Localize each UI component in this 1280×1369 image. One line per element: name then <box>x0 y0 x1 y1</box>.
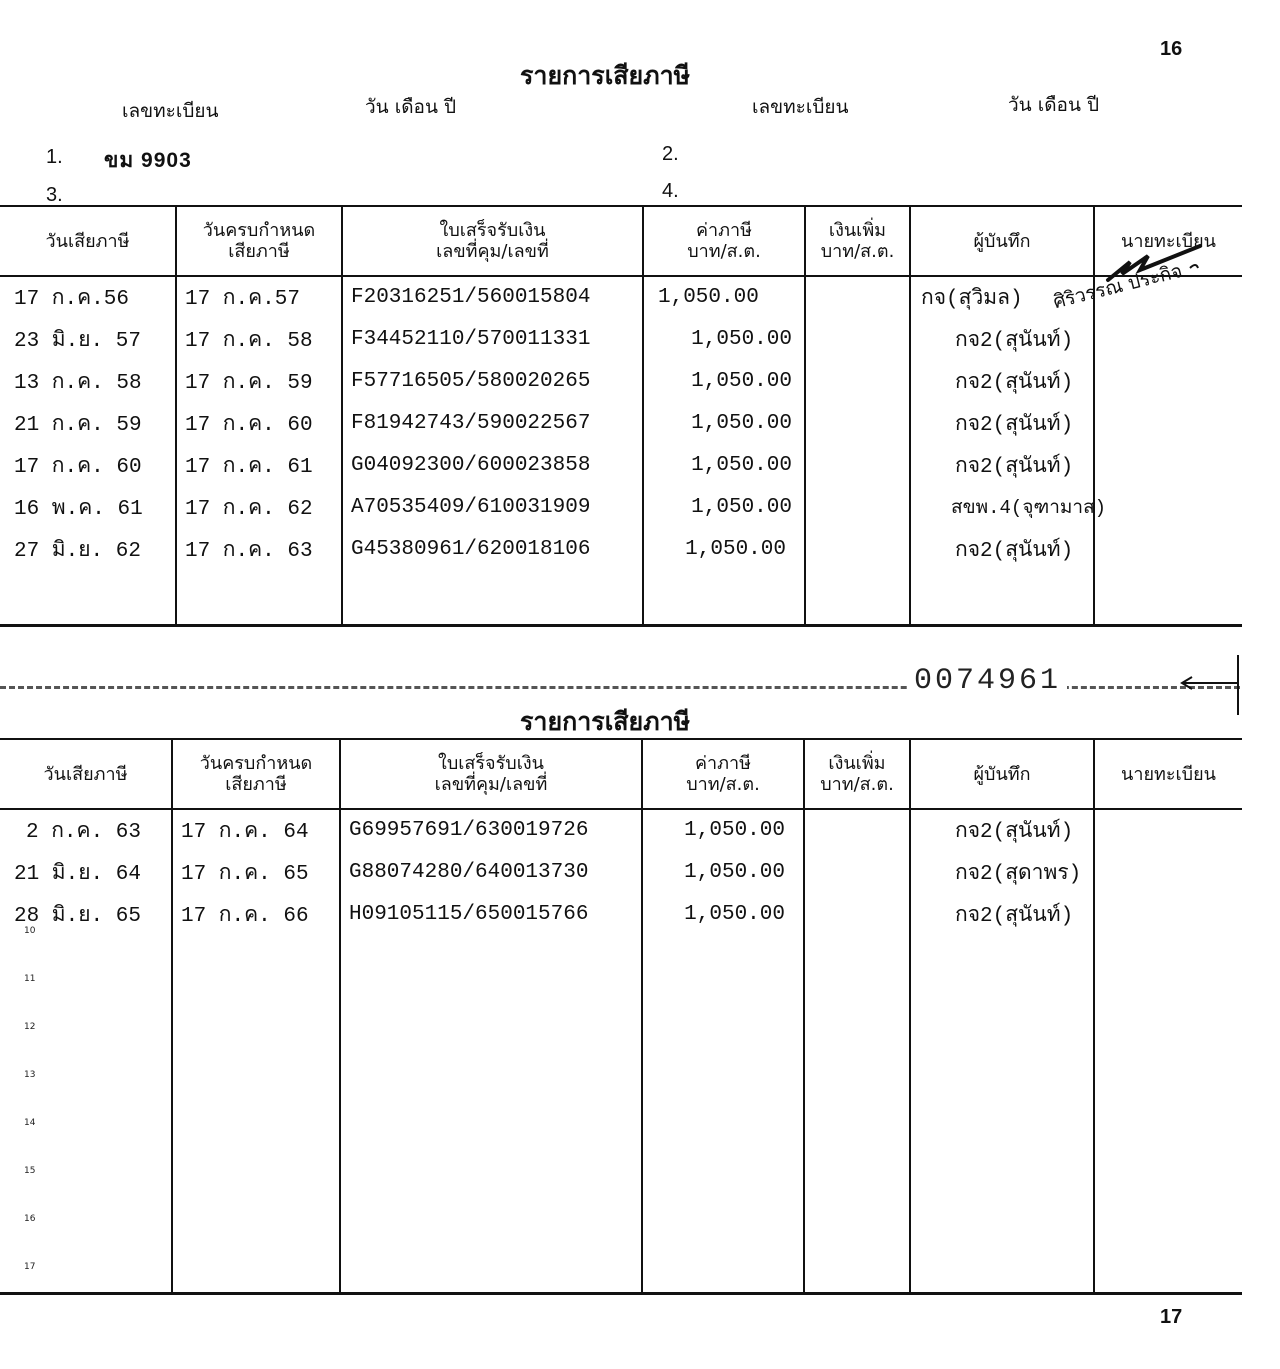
cell-empty <box>910 935 1094 1293</box>
cell-pay-date: 28 มิ.ย. 65 <box>14 904 141 928</box>
reg-entry-1-plate: ขม 9903 <box>104 149 192 172</box>
cell-due-date: 17 ก.ค. 62 <box>176 486 342 528</box>
cell-due-date: 17 ก.ค. 61 <box>176 444 342 486</box>
page-number-bottom: 17 <box>1160 1306 1183 1328</box>
cell-recorder: กจ2(สุดาพร) <box>910 851 1094 893</box>
cell-due-date: 17 ก.ค. 63 <box>176 528 342 570</box>
cell-surcharge <box>805 318 910 360</box>
cell-recorder: กจ2(สุนันท์) <box>910 528 1094 570</box>
header-receipt: ใบเสร็จรับเงิน เลขที่คุม/เลขที่ <box>340 739 642 809</box>
cell-registrar <box>1094 809 1242 851</box>
tax-table-1 <box>0 205 1242 627</box>
cell-receipt: G69957691/630019726 <box>340 809 642 851</box>
table-row <box>0 360 1242 402</box>
reg-entry-3-num: 3. <box>46 184 63 206</box>
cell-recorder: สขพ.4(จุฑามาส) <box>910 486 1094 528</box>
cell-tax: 1,050.00 <box>643 276 805 318</box>
row-marker: 17 <box>24 1262 36 1272</box>
cell-due-date: 17 ก.ค. 60 <box>176 402 342 444</box>
header-receipt: ใบเสร็จรับเงิน เลขที่คุม/เลขที่ <box>342 206 643 276</box>
reg-entry-4-num: 4. <box>662 180 679 202</box>
table-row <box>0 809 1242 851</box>
cell-surcharge <box>805 402 910 444</box>
cell-recorder: กจ2(สุนันท์) <box>910 318 1094 360</box>
cell-due-date: 17 ก.ค. 65 <box>172 851 340 893</box>
cell-receipt: H09105115/650015766 <box>340 893 642 935</box>
cell-receipt: G04092300/600023858 <box>342 444 643 486</box>
table-row <box>0 528 1242 570</box>
header-surcharge: เงินเพิ่ม บาท/ส.ต. <box>804 739 910 809</box>
header-registrar: นายทะเบียน <box>1094 739 1242 809</box>
row-marker: 16 <box>24 1214 36 1224</box>
cell-empty <box>342 570 643 625</box>
row-marker: 11 <box>24 974 36 984</box>
cell-empty <box>643 570 805 625</box>
header-tax: ค่าภาษี บาท/ส.ต. <box>643 206 805 276</box>
cell-recorder: กจ2(สุนันท์) <box>910 444 1094 486</box>
header-due-date: วันครบกำหนด เสียภาษี <box>176 206 342 276</box>
cell-due-date: 17 ก.ค. 64 <box>172 809 340 851</box>
cell-tax: 1,050.00 <box>642 893 804 935</box>
cell-receipt: F81942743/590022567 <box>342 402 643 444</box>
cell-registrar <box>1094 444 1242 486</box>
cell-due-date: 17 ก.ค. 58 <box>176 318 342 360</box>
cell-tax: 1,050.00 <box>642 851 804 893</box>
reg-label-left: เลขทะเบียน <box>122 100 219 122</box>
reg-entry-1-num: 1. <box>46 146 63 168</box>
cell-registrar <box>1094 851 1242 893</box>
section-title-2: รายการเสียภาษี <box>520 707 691 736</box>
table-row-empty <box>0 570 1242 625</box>
cell-empty <box>172 935 340 1293</box>
table-1-header <box>0 206 1242 276</box>
cell-surcharge <box>805 360 910 402</box>
cell-recorder: กจ2(สุนันท์) <box>910 893 1094 935</box>
cell-tax: 1,050.00 <box>643 528 805 570</box>
header-pay-date: วันเสียภาษี <box>45 230 130 252</box>
row-marker: 15 <box>24 1166 36 1176</box>
page-number-top: 16 <box>1160 38 1183 60</box>
cell-due-date: 17 ก.ค.57 <box>176 276 342 318</box>
cell-surcharge <box>804 893 910 935</box>
row-marker: 10 <box>24 926 36 936</box>
cell-empty <box>910 570 1094 625</box>
cell-surcharge <box>805 444 910 486</box>
cell-pay-date: 21 มิ.ย. 64 <box>14 862 141 886</box>
cell-receipt: G45380961/620018106 <box>342 528 643 570</box>
cell-empty <box>0 570 176 625</box>
cell-due-date: 17 ก.ค. 59 <box>176 360 342 402</box>
cell-pay-date: 17 ก.ค. 60 <box>14 455 142 479</box>
cell-empty <box>0 935 172 1293</box>
cell-empty <box>805 570 910 625</box>
row-marker: 12 <box>24 1022 36 1032</box>
tax-table-2 <box>0 738 1242 1295</box>
arrow-left-icon <box>1180 655 1242 715</box>
cell-receipt: G88074280/640013730 <box>340 851 642 893</box>
page-title: รายการเสียภาษี <box>520 61 691 90</box>
cell-tax: 1,050.00 <box>643 318 805 360</box>
signature-text: ศิริวรรณ ประกิจ <box>1050 259 1185 314</box>
header-registrar: นายทะเบียน <box>1094 206 1242 276</box>
cell-surcharge <box>804 851 910 893</box>
cell-registrar <box>1094 402 1242 444</box>
cell-tax: 1,050.00 <box>643 486 805 528</box>
header-recorder: ผู้บันทึก <box>910 739 1094 809</box>
cell-recorder: กจ(สุวิมล) <box>910 276 1094 318</box>
cell-pay-date: 2 ก.ค. 63 <box>26 821 141 844</box>
cell-recorder: กจ2(สุนันท์) <box>910 402 1094 444</box>
cell-empty <box>1094 570 1242 625</box>
cell-empty <box>340 935 642 1293</box>
serial-number: 0074961 <box>908 664 1067 698</box>
cell-pay-date: 21 ก.ค. 59 <box>14 413 142 437</box>
row-marker: 13 <box>24 1070 36 1080</box>
cell-empty <box>804 935 910 1293</box>
reg-label-right: เลขทะเบียน <box>752 96 849 118</box>
cell-pay-date: 27 มิ.ย. 62 <box>14 539 141 563</box>
cell-registrar <box>1094 893 1242 935</box>
cell-pay-date: 17 ก.ค.56 <box>14 288 129 311</box>
cell-registrar <box>1094 528 1242 570</box>
cell-receipt: F20316251/560015804 <box>342 276 643 318</box>
cell-surcharge <box>805 528 910 570</box>
header-recorder: ผู้บันทึก <box>910 206 1094 276</box>
cell-empty <box>176 570 342 625</box>
date-label-right: วัน เดือน ปี <box>1008 94 1100 116</box>
header-surcharge: เงินเพิ่ม บาท/ส.ต. <box>805 206 910 276</box>
table-2-header <box>0 739 1242 809</box>
cell-receipt: F34452110/570011331 <box>342 318 643 360</box>
cell-registrar <box>1094 360 1242 402</box>
cell-registrar <box>1094 486 1242 528</box>
cell-due-date: 17 ก.ค. 66 <box>172 893 340 935</box>
table-row <box>0 893 1242 935</box>
table-row <box>0 851 1242 893</box>
header-due-date: วันครบกำหนด เสียภาษี <box>172 739 340 809</box>
cell-recorder: กจ2(สุนันท์) <box>910 809 1094 851</box>
row-marker: 14 <box>24 1118 36 1128</box>
table-row <box>0 318 1242 360</box>
cell-pay-date: 23 มิ.ย. 57 <box>14 329 141 353</box>
cell-empty <box>642 935 804 1293</box>
table-row-empty <box>0 935 1242 1293</box>
cell-surcharge <box>804 809 910 851</box>
header-pay-date: วันเสียภาษี <box>43 763 128 785</box>
cell-tax: 1,050.00 <box>643 360 805 402</box>
cell-receipt: A70535409/610031909 <box>342 486 643 528</box>
cell-pay-date: 16 พ.ค. 61 <box>14 497 143 521</box>
header-tax: ค่าภาษี บาท/ส.ต. <box>642 739 804 809</box>
cell-surcharge <box>805 276 910 318</box>
cell-surcharge <box>805 486 910 528</box>
reg-entry-2-num: 2. <box>662 143 679 165</box>
cell-pay-date: 13 ก.ค. 58 <box>14 371 142 395</box>
table-row <box>0 444 1242 486</box>
date-label-left: วัน เดือน ปี <box>365 96 457 118</box>
cell-empty <box>1094 935 1242 1293</box>
cell-receipt: F57716505/580020265 <box>342 360 643 402</box>
table-row <box>0 486 1242 528</box>
cell-tax: 1,050.00 <box>643 444 805 486</box>
cell-recorder: กจ2(สุนันท์) <box>910 360 1094 402</box>
cell-tax: 1,050.00 <box>643 402 805 444</box>
cell-tax: 1,050.00 <box>642 809 804 851</box>
table-row <box>0 402 1242 444</box>
